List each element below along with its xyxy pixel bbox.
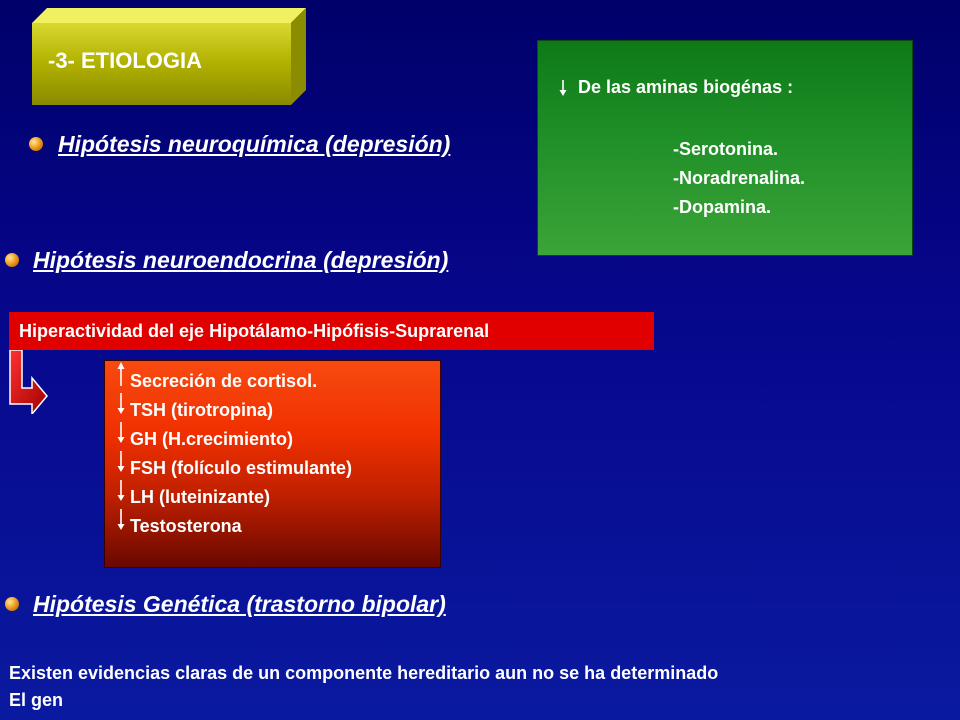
list-item: -Dopamina. — [673, 197, 772, 217]
list-item: -Serotonina. — [673, 139, 779, 159]
arrow-up-icon — [118, 362, 125, 386]
list-item: GH (H.crecimiento) — [130, 429, 294, 449]
arrow-down-icon — [118, 509, 125, 530]
arrow-down-icon — [118, 451, 125, 472]
arrow-down-icon — [118, 393, 125, 414]
heading-neuroendocrina: Hipótesis neuroendocrina (depresión) — [33, 247, 449, 273]
text-line: Existen evidencias claras de un componente hereditario aun no se ha determinado — [9, 663, 719, 683]
hormone-arrows — [105, 361, 129, 569]
aminas-box — [537, 40, 913, 256]
bullet-icon — [5, 253, 19, 267]
list-item: TSH (tirotropina) — [130, 400, 273, 420]
aminas-list — [673, 135, 805, 222]
text-line: El gen — [9, 690, 64, 710]
page-title: -3- ETIOLOGIA — [48, 48, 202, 73]
title-box — [32, 8, 306, 105]
heading-genetica: Hipótesis Genética (trastorno bipolar) — [33, 591, 446, 617]
arrow-down-icon — [558, 79, 568, 97]
bullet-icon — [29, 137, 43, 151]
hormones-list — [130, 367, 352, 541]
list-item: -Noradrenalina. — [673, 168, 806, 188]
hha-banner: Hiperactividad del eje Hipotálamo-Hipófisis-Suprarenal — [9, 312, 654, 350]
list-item: FSH (folículo estimulante) — [130, 458, 353, 478]
hormones-box — [104, 360, 441, 568]
arrow-down-icon — [118, 480, 125, 501]
list-item: LH (luteinizante) — [130, 487, 270, 507]
heading-neuroquimica: Hipótesis neuroquímica (depresión) — [58, 131, 451, 157]
bullet-icon — [5, 597, 19, 611]
list-item: Secreción de cortisol. — [130, 371, 318, 391]
elbow-arrow-icon — [8, 350, 48, 414]
aminas-header: De las aminas biogénas : — [578, 77, 794, 97]
list-item: Testosterona — [130, 516, 242, 536]
genetic-evidence-text — [9, 660, 959, 714]
arrow-down-icon — [118, 422, 125, 443]
